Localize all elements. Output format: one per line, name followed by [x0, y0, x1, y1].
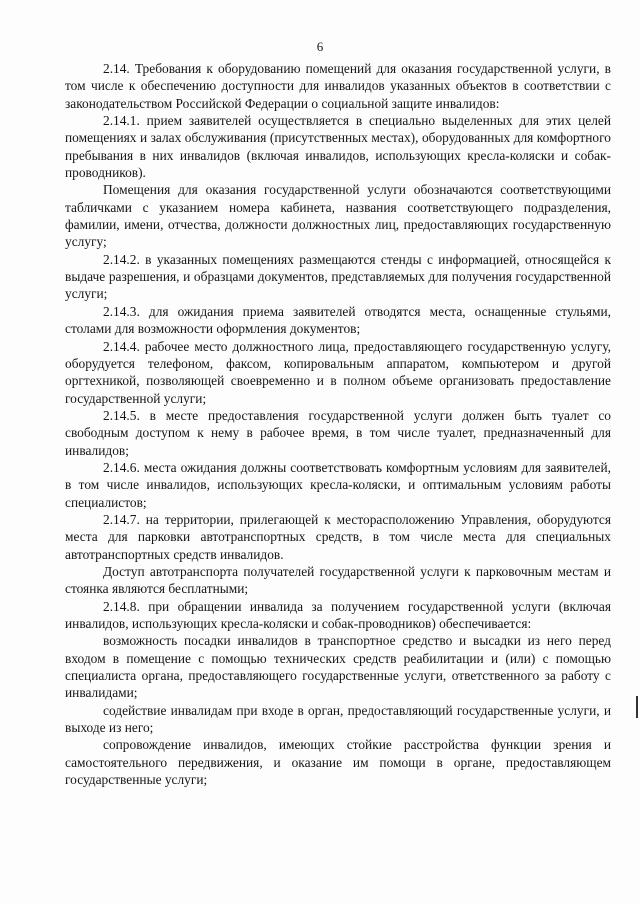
page-number: 6 — [316, 39, 324, 54]
paragraph-2-14-1: 2.14.1. прием заявителей осуществляется в специально выделенных для этих целей помещениях и залах обслуживания (присутственных местах), оборудованных для комфортного пребывания в них инвалидов (включая инвалидов, использующих кресла-коляски и собак-проводников). — [65, 113, 611, 181]
paragraph-2-14-2: 2.14.2. в указанных помещениях размещаются стенды с информацией, относящейся к выдаче разрешения, и образцами документов, представляемых для получения государственной услуги; — [65, 251, 611, 302]
paragraph-2-14-4: 2.14.4. рабочее место должностного лица, предоставляющего государственную услугу, оборудуется телефоном, факсом, копировальным аппаратом, компьютером и другой оргтехникой, позволяющей своевременно и в полном объеме организовать предоставление государственной услуги; — [65, 338, 611, 406]
scan-margin-mark — [636, 696, 638, 718]
paragraph-2-14-5: 2.14.5. в месте предоставления государственной услуги должен быть туалет со свободным доступом к нему в рабочее время, в том числе туалет, предназначенный для инвалидов; — [65, 407, 611, 458]
paragraph-entry-assistance: содействие инвалидам при входе в орган, предоставляющий государственные услуги, и выходе из него; — [65, 702, 611, 736]
paragraph-2-14-7: 2.14.7. на территории, прилегающей к месторасположению Управления, оборудуются места для парковки автотранспортных средств, в том числе места для специальных автотранспортных средств инвалидов. — [65, 511, 611, 562]
paragraph-premises-signs: Помещения для оказания государственной услуги обозначаются соответствующими табличками с указанием номера кабинета, названия соответствующего подразделения, фамилии, имени, отчества, должности должностных лиц, предоставляющих государственную услугу; — [65, 182, 611, 250]
document-body — [65, 60, 611, 788]
paragraph-escort-assistance: сопровождение инвалидов, имеющих стойкие расстройства функции зрения и самостоятельного передвижения, и оказание им помощи в органе, предоставляющем государственные услуги; — [65, 737, 611, 788]
paragraph-2-14-8: 2.14.8. при обращении инвалида за получением государственной услуги (включая инвалидов, использующих кресла-коляски и собак-проводников) обеспечивается: — [65, 598, 611, 631]
paragraph-2-14-3: 2.14.3. для ожидания приема заявителей отводятся места, оснащенные стульями, столами для возможности оформления документов; — [65, 303, 611, 337]
paragraph-2-14-6: 2.14.6. места ожидания должны соответствовать комфортным условиям для заявителей, в том числе инвалидов, использующих кресла-коляски, и оптимальным условиям работы специалистов; — [65, 459, 611, 510]
paragraph-2-14: 2.14. Требования к оборудованию помещений для оказания государственной услуги, в том числе к обеспечению доступности для инвалидов указанных объектов в соответствии с законодательством Российской Федерации о социальной защите инвалидов: — [65, 61, 611, 111]
paragraph-parking-access: Доступ автотранспорта получателей государственной услуги к парковочным местам и стоянка являются бесплатными; — [65, 563, 611, 597]
paragraph-boarding-assistance: возможность посадки инвалидов в транспортное средство и высадки из него перед входом в помещение с помощью технических средств реабилитации и (или) с помощью специалиста органа, предоставляющего государственные услуги, ответственного за работу с инвалидами; — [65, 633, 611, 701]
